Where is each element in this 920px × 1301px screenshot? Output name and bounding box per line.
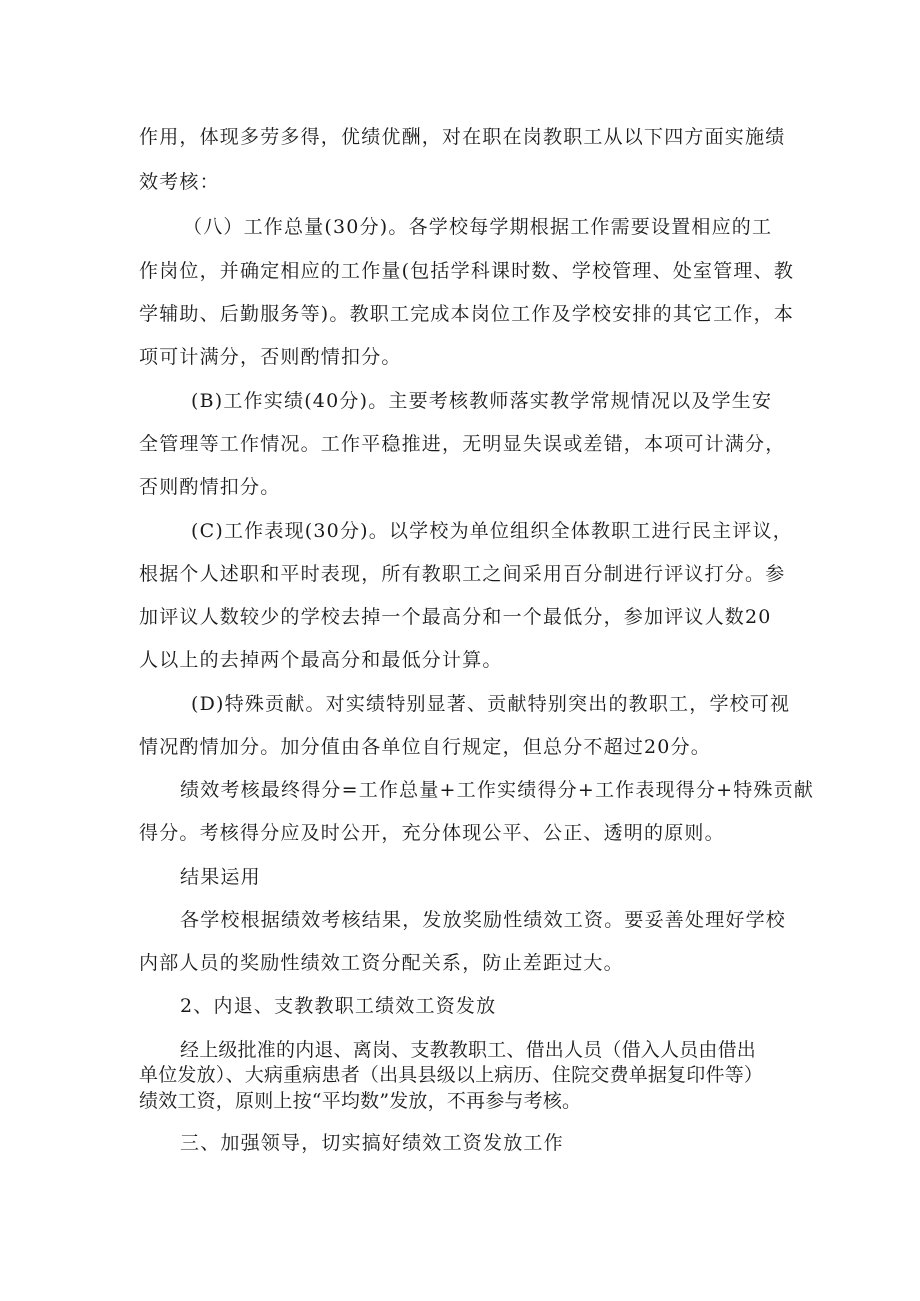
- text-line: 绩效工资，原则上按“平均数”发放，不再参与考核。: [139, 1090, 582, 1112]
- section-heading: 三、加强领导，切实搞好绩效工资发放工作: [180, 1132, 564, 1154]
- text-line: 根据个人述职和平时表现，所有教职工之间采用百分制进行评议打分。参: [139, 563, 786, 585]
- text-line: 内部人员的奖励性绩效工资分配关系，防止差距过大。: [139, 952, 624, 974]
- text-line: 经上级批准的内退、离岗、支教教职工、借出人员（借入人员由借出: [180, 1039, 757, 1061]
- text-line: 加评议人数较少的学校去掉一个最高分和一个最低分，参加评议人数20: [139, 606, 772, 628]
- text-line: (C)工作表现(30分)。以学校为单位组织全体教职工进行民主评议，: [191, 520, 793, 542]
- text-line: （八）工作总量(30分)。各学校每学期根据工作需要设置相应的工: [183, 216, 773, 238]
- text-line: 否则酌情扣分。: [139, 476, 281, 498]
- text-line: 作用，体现多劳多得，优绩优酬，对在职在岗教职工从以下四方面实施绩: [139, 126, 786, 148]
- text-line: 各学校根据绩效考核结果，发放奖励性绩效工资。要妥善处理好学校: [180, 909, 787, 931]
- section-heading: 结果运用: [180, 866, 261, 888]
- text-line: 得分。考核得分应及时公开，充分体现公平、公正、透明的原则。: [139, 822, 725, 844]
- text-line: 项可计满分，否则酌情扣分。: [139, 346, 402, 368]
- text-line: 学辅助、后勤服务等)。教职工完成本岗位工作及学校安排的其它工作，本: [139, 303, 795, 325]
- text-line: 作岗位，并确定相应的工作量(包括学科课时数、学校管理、处室管理、教: [139, 260, 795, 282]
- text-line: 人以上的去掉两个最高分和最低分计算。: [139, 649, 503, 671]
- text-line: 绩效考核最终得分=工作总量+工作实绩得分+工作表现得分+特殊贡献: [180, 779, 815, 801]
- text-line: (B)工作实绩(40分)。主要考核教师落实教学常规情况以及学生安: [191, 390, 773, 412]
- text-line: 单位发放）、大病重病患者（出具县级以上病历、住院交费单据复印件等）: [139, 1064, 764, 1086]
- text-line: 效考核：: [139, 171, 220, 193]
- text-line: 全管理等工作情况。工作平稳推进，无明显失误或差错，本项可计满分，: [139, 433, 786, 455]
- text-line: 情况酌情加分。加分值由各单位自行规定，但总分不超过20分。: [139, 736, 711, 758]
- section-heading: 2、内退、支教教职工绩效工资发放: [180, 995, 497, 1017]
- text-line: (D)特殊贡献。对实绩特别显著、贡献特别突出的教职工，学校可视: [191, 693, 791, 715]
